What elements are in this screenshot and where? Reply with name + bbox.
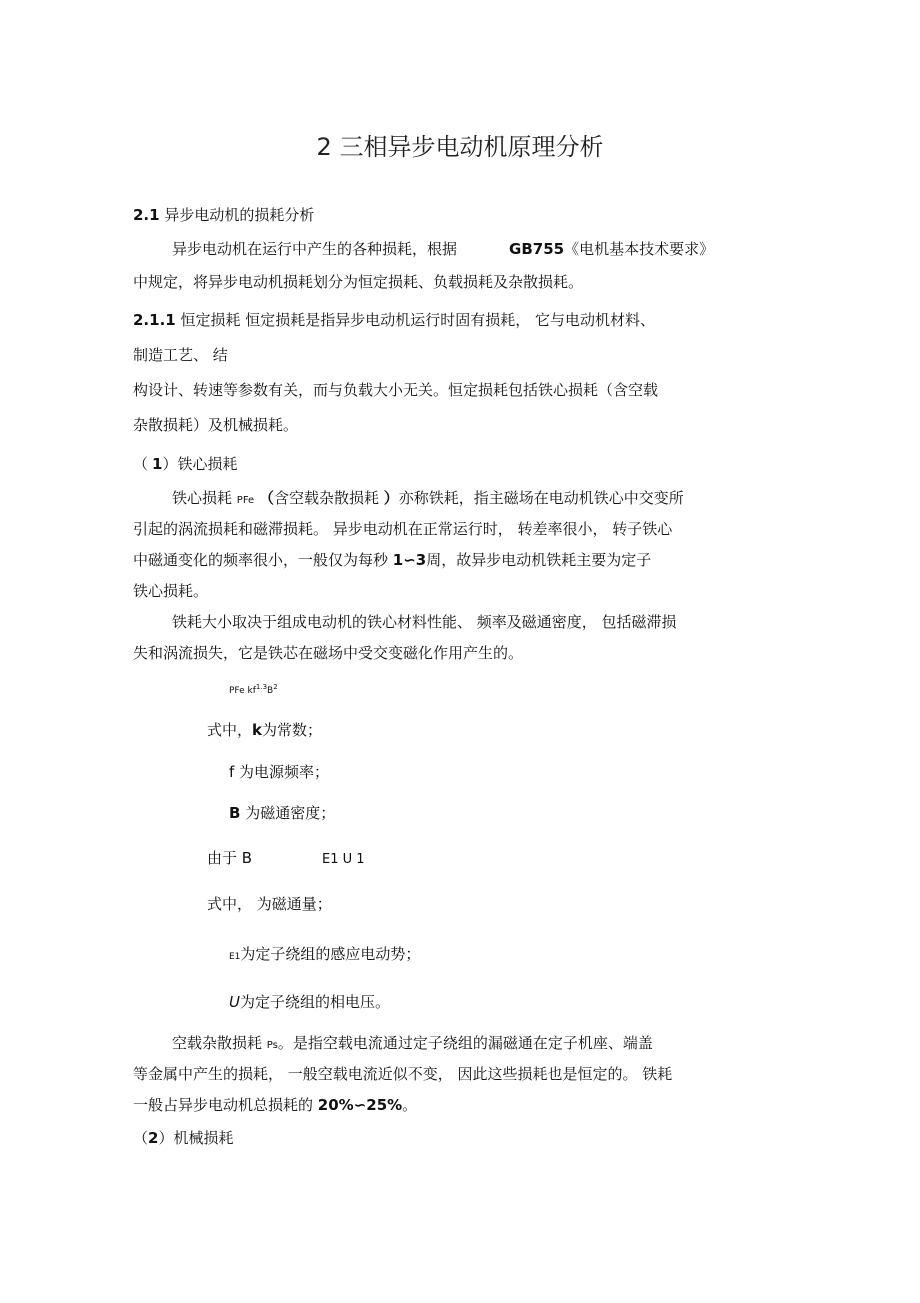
text-run: 为常数； — [262, 721, 323, 739]
text-run: 。是指空载电流通过定子绕组的漏磁通在定子机座、端盖 — [277, 1034, 653, 1052]
definition-line: f 为电源频率； — [229, 763, 330, 781]
symbol-u: U — [229, 993, 240, 1011]
item-number: 2 — [148, 1129, 159, 1147]
item-title: ）机械损耗 — [158, 1129, 234, 1147]
paragraph-line — [133, 550, 651, 570]
item-heading-1 — [133, 454, 237, 474]
paragraph-line: 引起的涡流损耗和磁滞损耗。 异步电动机在正常运行时， 转差率很小， 转子铁心 — [133, 520, 673, 538]
text-run: 。 — [402, 1096, 418, 1114]
definition-line — [229, 944, 420, 967]
symbol-k: k — [252, 721, 262, 739]
section-number: 2.1 — [133, 206, 160, 224]
section-title: 异步电动机的损耗分析 — [164, 206, 315, 224]
text-run: 为定子绕组的感应电动势； — [240, 945, 421, 963]
since-line-right: E1 U 1 — [322, 852, 365, 867]
paragraph-line — [172, 1033, 653, 1056]
formula-iron-loss — [229, 680, 278, 698]
text-run: 为磁通密度； — [240, 804, 336, 822]
section-text: 恒定损耗 恒定损耗是指异步电动机运行时固有损耗， 它与电动机材料、 — [180, 311, 656, 329]
paren-open: （ — [258, 489, 274, 507]
definition-line — [207, 720, 322, 740]
paragraph-line — [133, 1095, 417, 1115]
percentage-range: 20%∽25% — [317, 1096, 403, 1114]
text-run: 异步电动机在运行中产生的各种损耗，根据 — [172, 240, 458, 258]
paren: （ — [133, 1129, 149, 1147]
text-run: 式中， — [207, 721, 253, 739]
paren-close: ） — [383, 489, 399, 507]
paragraph-line: 铁心损耗。 — [133, 582, 209, 600]
definition-line — [229, 803, 335, 823]
standard-code: GB755 — [509, 240, 565, 258]
symbol-b: B — [229, 804, 241, 822]
symbol-e1: E1 — [229, 952, 241, 962]
section-heading-2-1-1 — [133, 310, 655, 330]
item-number: 1 — [152, 455, 163, 473]
paragraph-line: 杂散损耗）及机械损耗。 — [133, 416, 299, 434]
text-run: 亦称铁耗，指主磁场在电动机铁心中交变所 — [398, 489, 684, 507]
paragraph-line: 失和涡流损失，它是铁芯在磁场中受交变磁化作用产生的。 — [133, 644, 524, 662]
text-run: 中磁通变化的频率很小，一般仅为每秒 — [133, 551, 389, 569]
text-run: 铁心损耗 — [172, 489, 233, 507]
section-number: 2.1.1 — [133, 311, 176, 329]
text-run: 为定子绕组的相电压。 — [239, 993, 390, 1011]
paragraph-line — [172, 488, 684, 511]
paragraph-line: 等金属中产生的损耗， 一般空载电流近似不变， 因此这些损耗也是恒定的。 铁耗 — [133, 1065, 673, 1083]
text-run: 一般占异步电动机总损耗的 — [133, 1096, 314, 1114]
paragraph-line: 中规定，将异步电动机损耗划分为恒定损耗、负载损耗及杂散损耗。 — [133, 273, 584, 291]
definition-line — [229, 992, 390, 1012]
paragraph-line: 铁耗大小取决于组成电动机的铁心材料性能、 频率及磁通密度， 包括磁滞损 — [172, 613, 677, 631]
formula-exponent: 2 — [273, 683, 278, 691]
text-run: 含空载杂散损耗 — [273, 489, 379, 507]
paragraph-line: 制造工艺、 结 — [133, 346, 228, 364]
standard-name: 《电机基本技术要求》 — [564, 240, 715, 258]
frequency-range: 1∽3 — [392, 551, 427, 569]
definition-line: 式中， 为磁通量； — [207, 895, 332, 913]
page-title: 2 三相异步电动机原理分析 — [316, 133, 604, 161]
since-line-left: 由于 B — [207, 849, 253, 867]
symbol-pfe: PFe — [236, 495, 255, 506]
paragraph-line — [172, 239, 714, 259]
text-run: 空载杂散损耗 — [172, 1034, 263, 1052]
formula-lhs: PFe kf — [229, 686, 256, 696]
symbol-ps: Ps — [266, 1040, 278, 1051]
paren: （ — [133, 455, 149, 473]
item-heading-2 — [133, 1128, 233, 1148]
text-run: 周，故异步电动机铁耗主要为定子 — [426, 551, 652, 569]
section-heading-2-1 — [133, 205, 314, 225]
formula-term: B — [267, 686, 274, 696]
item-title: ）铁心损耗 — [162, 455, 238, 473]
paragraph-line: 构设计、转速等参数有关，而与负载大小无关。恒定损耗包括铁心损耗（含空载 — [133, 381, 659, 399]
formula-exponent: 1.3 — [255, 683, 268, 691]
